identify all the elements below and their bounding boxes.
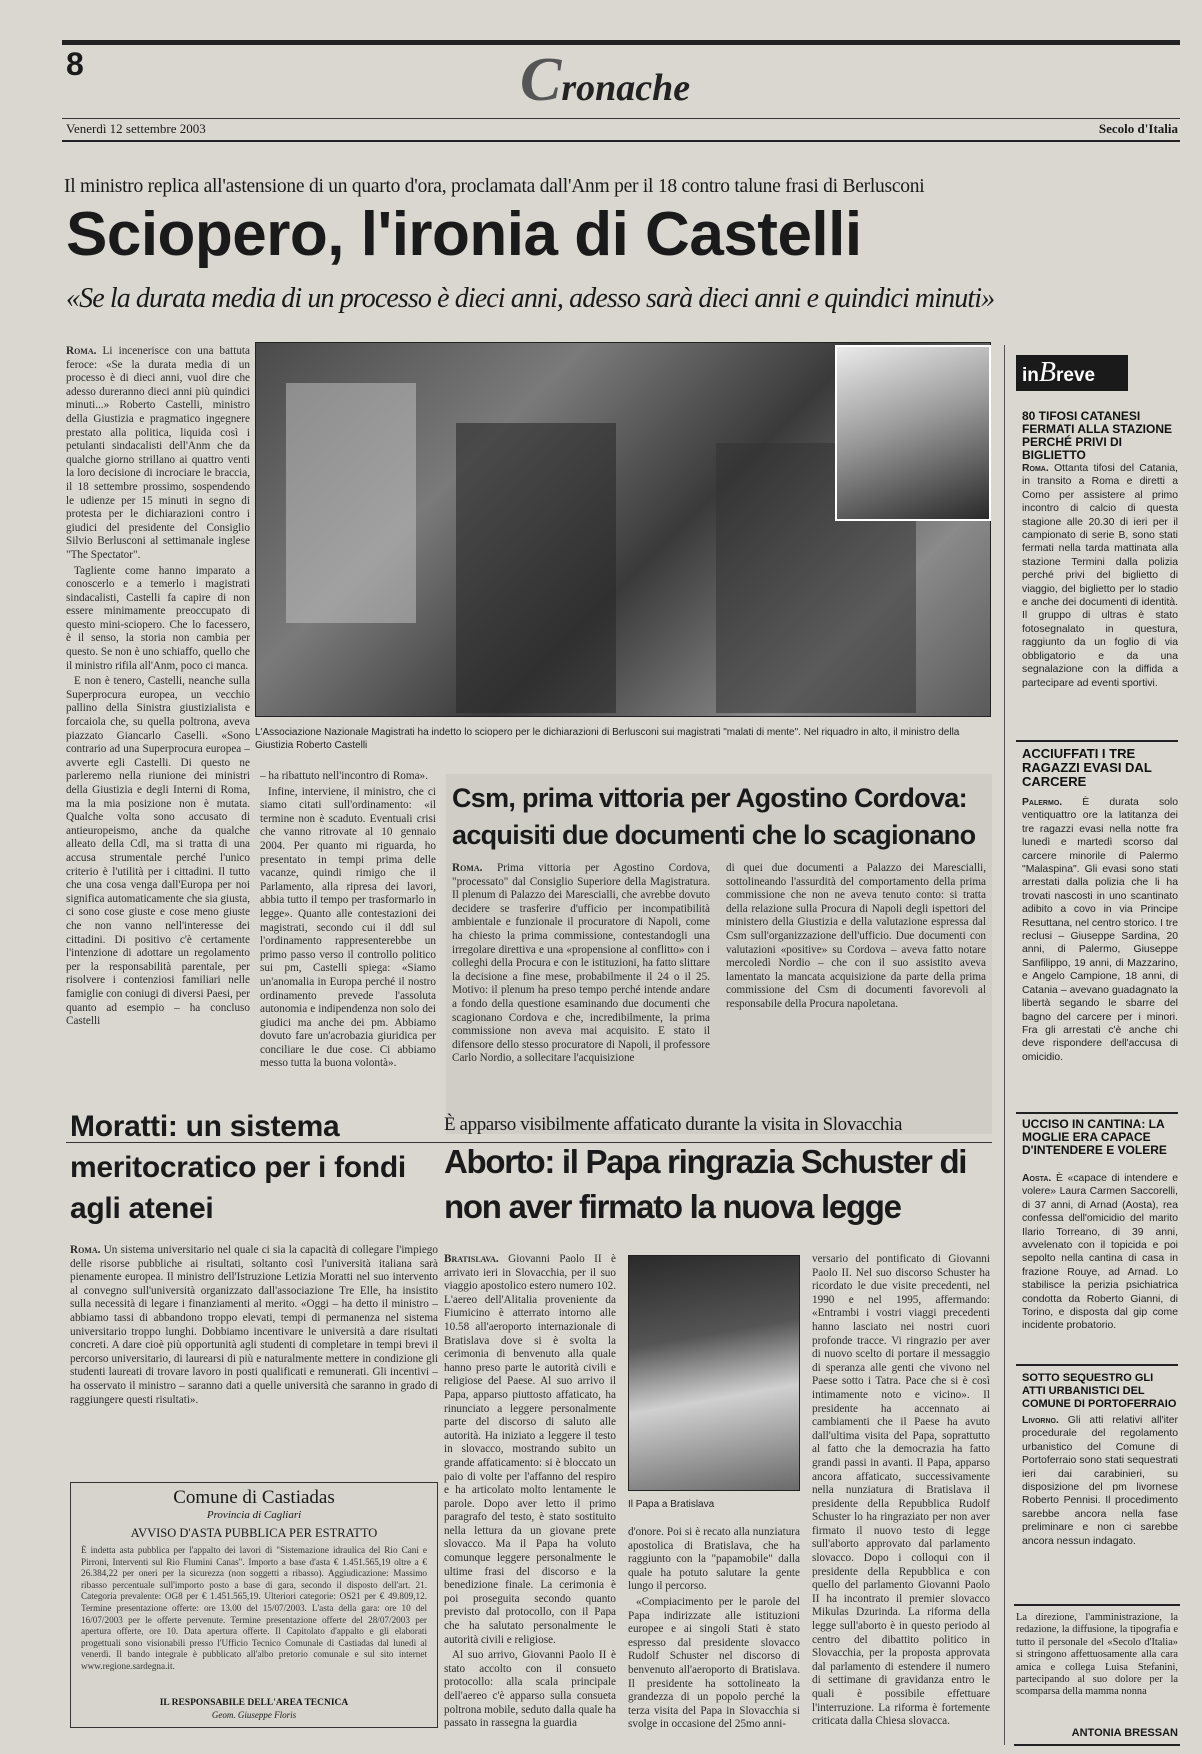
inbreve-logo-rest: reve (1056, 365, 1096, 386)
masthead-rule (62, 118, 1180, 119)
lead-kicker: Il ministro replica all'astensione di un quarto d'ora, proclamata dall'Anm per il 18 contro talune frasi di Berlusconi (64, 176, 925, 197)
brief-headline: 80 TIFOSI CATANESI FERMATI ALLA STAZIONE PERCHÉ PRIVI DI BIGLIETTO (1022, 409, 1172, 462)
brief-headline: ACCIUFFATI I TRE RAGAZZI EVASI DAL CARCERE (1022, 746, 1152, 789)
sidebar-divider (1004, 345, 1005, 1745)
moratti-headline: Moratti: un sistema meritocratico per i fondi agli atenei (70, 1110, 406, 1225)
lead-paragraph: E non è tenero, Castelli, neanche sulla Superprocura europea, un vecchio pallino della Sinistra giustizialista e forcaiola che, su quella poltrona, aveva piazzato Giancarlo Caselli. «Sono contrario ad una Superprocura europea – avverte egli Castelli. Di questo ne parleremo nella riunione dei ministri della Giustizia e degli Interni di Roma, ma la mia posizione non è mutata. Qualche volta sono accusato di antieuropeismo, anche da qualche alleato della Cdl, ma si tratta di una accusa strumentale perché l'unico criterio è l'utilità per i cittadini. Il tutto che una cosa venga dall'Europa per noi significa automaticamente che sia giusta, ci sono cose giuste e cose meno giuste che non vanno nell'interesse dei cittadini. Di positivo c'è certamente l'intenzione di adottare un regolamento per la responsabilità parentale, per risolvere i contenziosi familiari nelle famiglie con coniugi di diversi Paesi, per quanto ad esempio – ha concluso Castelli (66, 675, 250, 1028)
brief-city: Roma. (1022, 463, 1049, 474)
brief-body: È durata solo ventiquattro ore la latitanza dei tre ragazzi evasi nella notte fra lunedì e martedì scorso dal carcere minorile di Palermo "Malaspina". Gli evasi sono stati arrestati dalla polizia che li ha trovati nascosti in uno scantinato adibito a covo in via Principe Resuttana, nel centro storico. I tre reclusi – Giuseppe Sardina, 20 anni, di Palermo, Giuseppe Sanfilippo, 19 anni, di Mazzarino, e Angelo Campione, 18 anni, di Catania – avevano guadagnato la libertà segando le sbarre del bagno del carcere per i minori. Fra gli arrestati c'è anche chi deve rispondere dell'accusa di omicidio. (1022, 797, 1178, 1063)
inbreve-logo-in: in (1022, 365, 1039, 386)
comune-signer-name: Geom. Giuseppe Floris (211, 1710, 297, 1720)
comune-text: È indetta asta pubblica per l'appalto dei lavori di "Sistemazione idraulica del Rio Cani e Pirroni, Interventi sul Rio Flumini Canas". Importo a base d'asta € 1.451.565,19 oltre a € 26.384,22 per oneri per la sicurezza (non soggetti a ribasso). Aggiudicazione: Massimo ribasso percentuale sull'importo posto a base di gara, secondo il disposto dell'art. 21. Categoria prevalente: OG8 per € 1.451.565,19. Ulteriori categorie: OS21 per € 49.809,12. Termine presentazione offerte: ore 13.00 del 15/07/2003. L'asta della gara: ore 10 del 16/07/2003 per le offerte pervenute. Termine presentazione offerte del 28/07/2003 per apertura offerte, ore 10. Data apertura offerte. Il Capitolato d'appalto e gli elaborati progettuali sono visionabili presso l'Ufficio Tecnico Comunale di Castiadas dal lunedì al venerdì. Il bando integrale è pubblicato all'albo pretorio comunale e sul sito internet www.regione.sardegna.it. (81, 1545, 427, 1671)
papa-kicker: È apparso visibilmente affaticato durante la visita in Slovacchia (444, 1114, 902, 1135)
lead-photo-caption: L'Associazione Nazionale Magistrati ha indetto lo sciopero per le dichiarazioni di Berlusconi sui magistrati "malati di mente". Nel riquadro in alto, il ministro della Giustizia Roberto Castelli (255, 727, 960, 751)
lead-column-2 (260, 770, 436, 1134)
moratti-paragraph: Un sistema universitario nel quale ci sia la capacità di collegare l'impiego delle risorse pubbliche ai risultati, soltanto così l'università italiana sarà pienamente europea. Il ministro dell'Istruzione Letizia Moratti nel suo intervento al convegno sull'università organizzato dall'associazione Tre Elle, ha insistito sulla necessità di legare i finanziamenti al merito. «Oggi – ha detto il ministro – abbiamo tassi di abbandono troppo elevati, tempi di permanenza nel sistema universitario troppo lunghi. Dobbiamo incentivare le università a dare risultati concreti. A dare cioè più opportunità agli studenti di completare in tempi brevi il percorso universitario, di laurearsi di più e naturalmente mettere in condizione gli studenti laureati di trovare lavoro in posti qualificati e remunerati. Gli incentivi – ha osservato il ministro – saranno dati a quelle università che saranno in grado di raggiungere questi risultati». (70, 1244, 438, 1406)
condolence-box (1014, 1604, 1180, 1746)
comune-title: Comune di Castiadas (173, 1487, 335, 1508)
lead-column-1 (66, 345, 250, 1133)
brief-city: Aosta. (1022, 1173, 1052, 1184)
section-initial: C (520, 46, 562, 114)
brief-divider (1016, 1364, 1178, 1366)
comune-ad-box (70, 1482, 438, 1728)
brief-divider (1016, 740, 1178, 742)
masthead-rule-lower (62, 140, 1180, 142)
issue-date: Venerdì 12 settembre 2003 (66, 121, 206, 136)
papa-paragraph: Giovanni Paolo II è arrivato ieri in Slovacchia, per il suo viaggio apostolico estero numero 102. L'aereo dell'Alitalia proveniente da Fiumicino è atterrato intorno alle 10.58 all'aeroporto internazionale di Bratislava dove si è svolta la cerimonia di benvenuto alla quale hanno preso parte le autorità civili e religiose del Paese. Al suo arrivo il Papa, apparso piuttosto affaticato, ha rinunciato a leggere personalmente parte del discorso di saluto alle autorità. Ha iniziato a leggere il testo in slovacco, mostrando subito un grande affaticamento: si è bloccato un paio di volte per l'affanno del respiro e ha articolato molto lentamente le parole. Dopo aver letto il primo paragrafo del testo, è stato sostituito nella lettura da un giovane prete slovacco. Ma il Papa ha voluto comunque leggere personalmente le ultime frasi del discorso e la benedizione finale. La cerimonia è poi proseguita secondo quanto previsto dal protocollo, con il Papa che ha salutato personalmente le autorità civili e religiose. (444, 1253, 616, 1646)
moratti-city: Roma. (70, 1244, 101, 1256)
lead-headline: Sciopero, l'ironia di Castelli (66, 200, 862, 269)
inbreve-logo (1016, 355, 1128, 391)
papa-paragraph: d'onore. Poi si è recato alla nunziatura apostolica di Bratislava, che ha raggiunto con la "papamobile" dalla quale ha potuto salutare la gente lungo il percorso. (628, 1526, 800, 1593)
brief-divider (1016, 1112, 1178, 1114)
papa-column-1 (444, 1253, 616, 1743)
brief-body: Gli atti relativi all'iter procedurale del regolamento urbanistico del Comune di Portoferraio sono stati sequestrati ieri dai carabinieri, su disposizione del pm livornese Roberto Pennisi. Il procedimento sarebbe ancora nella fase preliminare e non ci sarebbe ancora nessun indagato. (1022, 1415, 1178, 1547)
papa-photo-caption: Il Papa a Bratislava (628, 1499, 715, 1510)
papa-photo (628, 1255, 800, 1491)
brief-text (1022, 462, 1178, 730)
brief-text (1022, 1414, 1178, 1562)
section-rest: ronache (561, 67, 691, 109)
csm-column-2 (726, 862, 986, 1130)
lead-paragraph: Tagliente come hanno imparato a conoscerlo e a temerlo i magistrati sindacalisti, Castelli fa capire di non essere minimamente preoccupato di questo mini-sciopero. Che lo facessero, è il senso, la storia non cambia per questo. Se non è uno schiaffo, quello che il ministro rifila all'Anm, poco ci manca. (66, 564, 250, 672)
condolence-text: La direzione, l'amministrazione, la redazione, la diffusione, la tipografia e tutto il personale del «Secolo d'Italia» si stringono affettuosamente alla cara amica e collega Luisa Stefanini, partecipando al suo dolore per la scomparsa della mamma nonna (1016, 1612, 1178, 1698)
papa-column-3 (812, 1253, 990, 1743)
comune-subtitle: AVVISO D'ASTA PUBBLICA PER ESTRATTO (130, 1526, 378, 1540)
csm-paragraph: di quei due documenti a Palazzo dei Marescialli, sottolineando l'assurdità del comportamento della prima commissione che non ne aveva tenuto conto: si tratta della relazione sulla Procura di Napoli degli ispettori del ministero della Giustizia e della valutazione espressa dal Csm sull'organizzazione dell'ufficio. Due documenti con valutazioni «positive» su Cordova – aveva fatto notare mercoledì Nordio – che con il suo assistito aveva lamentato la mancata acquisizione da parte della prima commissione del Csm di documenti favorevoli al responsabile della Procura napoletana. (726, 862, 986, 1010)
moratti-text (70, 1244, 438, 1450)
papa-paragraph: «Compiacimento per le parole del Papa indirizzate alle istituzioni europee e ai singoli Stati è stato espresso dal presidente slovacco Rudolf Schuster nel discorso di benvenuto all'aeroporto di Bratislava. Il presidente ha sottolineato la grandezza di un popolo perché la terza visita del Papa in Slovacchia si svolge in occasione del 25mo anni- (628, 1595, 800, 1731)
robe-shape (286, 383, 416, 623)
csm-paragraph: Prima vittoria per Agostino Cordova, "processato" dal Consiglio Superiore della Magistratura. Il plenum di Palazzo dei Marescialli, che avrebbe dovuto decidere se trasferire d'ufficio per incompatibilità ambientale e funzionale il procuratore di Napoli, come ha chiesto la prima commissione, contestandogli una irregolare direttiva e una «propensione al conflitto» con i colleghi della Procura e con le istituzioni, ha fatto slittare la decisione a fine mese, probabilmente il 24 o il 25. Motivo: il plenum ha preso tempo perché intende andare a fondo della questione esaminando due documenti che scagionano Cordova e che, incredibilmente, la prima commissione non aveva mai acquisito. E stato il difensore dello stesso procuratore di Napoli, il professore Carlo Nordio, a sollecitare l'acquisizione (452, 862, 710, 1065)
lead-paragraph: Infine, interviene, il ministro, che ci siamo citati sull'ordinamento: «il termine non è scaduto. Eventuali crisi che vanno ritrovate al 10 gennaio 2004. Per quanto mi riguarda, ho presentato in tempi prima delle vacanze, quindi rimigo che il Parlamento, alla ripresa dei lavori, abbia tutto il tempo per trasformarlo in legge». Quanto alle contestazioni dei magistrati, secondo cui il ddl sul l'ordinamento rappresenterebbe un primo passo verso il controllo politico sui pm, Castelli spiega: «Siamo un'anomalia in Europa perché il nostro ordinamento prevede l'assoluta autonomia e indipendenza non solo dei giudici ma anche dei pm. Abbiamo dovuto fare un'acrobazia giuridica per conciliare le due cose. Ci abbiamo messo tutta la buona volontà». (260, 785, 436, 1070)
lead-city: Roma. (66, 345, 97, 357)
inbreve-logo-b: B (1038, 357, 1056, 388)
csm-column-1 (452, 862, 710, 1130)
lead-subhead: «Se la durata media di un processo è dieci anni, adesso sarà dieci anni e quindici minuti» (66, 283, 995, 314)
papa-headline: Aborto: il Papa ringrazia Schuster di non aver firmato la nuova legge (444, 1143, 967, 1225)
brief-city: Palermo. (1022, 797, 1063, 808)
brief-body: È «capace di intendere e volere» Laura Carmen Saccorelli, di 37 anni, di Arnad (Aosta), rea confessa dell'omicidio del marito Ilario Torreano, di 39 anni, avvelenato con il topicida e poi sepolto nella cantina di casa in frazione Rouye, ad Arnad. Lo stabilisce la perizia psichiatrica condotta da Roberto Gianni, di Torino, e disposta dal gip come incidente probatorio. (1022, 1173, 1178, 1332)
brief-body: Ottanta tifosi del Catania, in transito a Roma e diretti a Como per assistere al primo incontro di calcio di questa stagione alle 20.30 di ieri per il campionato di serie B, sono stati fermati nella tarda mattinata alla stazione Termini dalla polizia perché privi del biglietto di viaggio, del biglietto per lo stadio e anche dei documenti di identità. Il gruppo di ultras è stato fotosegnalato in questura, raggiunto da un foglio di via obbligatorio e da una segnalazione con la diffida a partecipare ad eventi sportivi. (1022, 463, 1178, 689)
paper-name: Secolo d'Italia (1098, 121, 1178, 136)
csm-city: Roma. (452, 862, 483, 874)
papa-paragraph: Al suo arrivo, Giovanni Paolo II è stato accolto con il consueto protocollo: alla scala principale dell'aereo c'è apparso sulla consueta poltrona mobile, seduto dalla quale ha passato in rassegna la guardia (444, 1649, 616, 1730)
lead-paragraph: – ha ribattuto nell'incontro di Roma». (260, 770, 428, 782)
papa-city: Bratislava. (444, 1253, 499, 1265)
papa-column-2 (628, 1526, 800, 1744)
csm-headline: Csm, prima vittoria per Agostino Cordova: acquisiti due documenti che lo scagionano (452, 783, 976, 850)
papa-paragraph: versario del pontificato di Giovanni Paolo II. Nel suo discorso Schuster ha ricordato le due visite precedenti, nel 1990 e nel 1995, affermando: «Entrambi i vostri viaggi precedenti hanno lasciato nei nostri cuori profonde tracce. Vi ringrazio per aver di nuovo scelto di portare il messaggio di speranza alle genti che vivono nel Paese sotto i Tatra. Pace che si è così intimamente noto e vicino». Il presidente ha accennato ai cambiamenti che il Paese ha avuto dall'ultima visita del Papa, soprattutto al fatto che la democrazia ha fatto grandi passi in avanti. Il Papa, apparso ancora affaticato, successivamente nella nunziatura di Bratislava il presidente della Repubblica Rudolf Schuster lo ha ringraziato per non aver firmato il nuovo testo di legge sull'aborto approvato dal parlamento slovacco. Dopo i colloqui con il presidente della Repubblica e con quello del parlamento Giovanni Paolo II ha incontrato il premier slovacco Mikulas Dzurinda. La riforma della legge sull'aborto è in questo periodo al centro del dibattito politico in Slovacchia, per la proposta approvata dal parlamento di estendere il numero di settimane di gravidanza entro le quali è possibile effettuare l'interruzione. La riforma è fortemente criticata dalla Chiesa slovacca. (812, 1253, 990, 1728)
castelli-inset-photo (835, 345, 991, 521)
section-title (520, 46, 691, 126)
top-rule (62, 40, 1180, 45)
page-number: 8 (66, 46, 84, 82)
comune-signer-role: IL RESPONSABILE DELL'AREA TECNICA (159, 1698, 349, 1708)
robe-shape (456, 423, 616, 713)
condolence-name: ANTONIA BRESSAN (1071, 1727, 1178, 1739)
brief-headline: UCCISO IN CANTINA: LA MOGLIE ERA CAPACE D'INTENDERE E VOLERE (1022, 1117, 1167, 1157)
brief-city: Livorno. (1022, 1415, 1059, 1426)
brief-headline: SOTTO SEQUESTRO GLI ATTI URBANISTICI DEL COMUNE DI PORTOFERRAIO (1022, 1372, 1177, 1410)
brief-text (1022, 1172, 1178, 1356)
comune-province: Provincia di Cagliari (206, 1509, 302, 1521)
brief-text (1022, 796, 1178, 1108)
lead-paragraph: Li incenerisce con una battuta feroce: «Se la durata media di un processo è di dieci anni, vuol dire che adesso dureranno dieci anni più quindici minuti...» Roberto Castelli, ministro della Giustizia e pragmatico ingegnere prestato alla politica, liquida così i petulanti sindacalisti dell'Anm che da qualche giorno strillano ai quattro venti la loro decisione di incrociare le braccia, il 18 settembre prossimo, sospendendo le udienze per 15 minuti in segno di protesta per le dichiarazioni contro i giudici del presidente del Consiglio Silvio Berlusconi al settimanale inglese "The Spectator". (66, 345, 250, 561)
